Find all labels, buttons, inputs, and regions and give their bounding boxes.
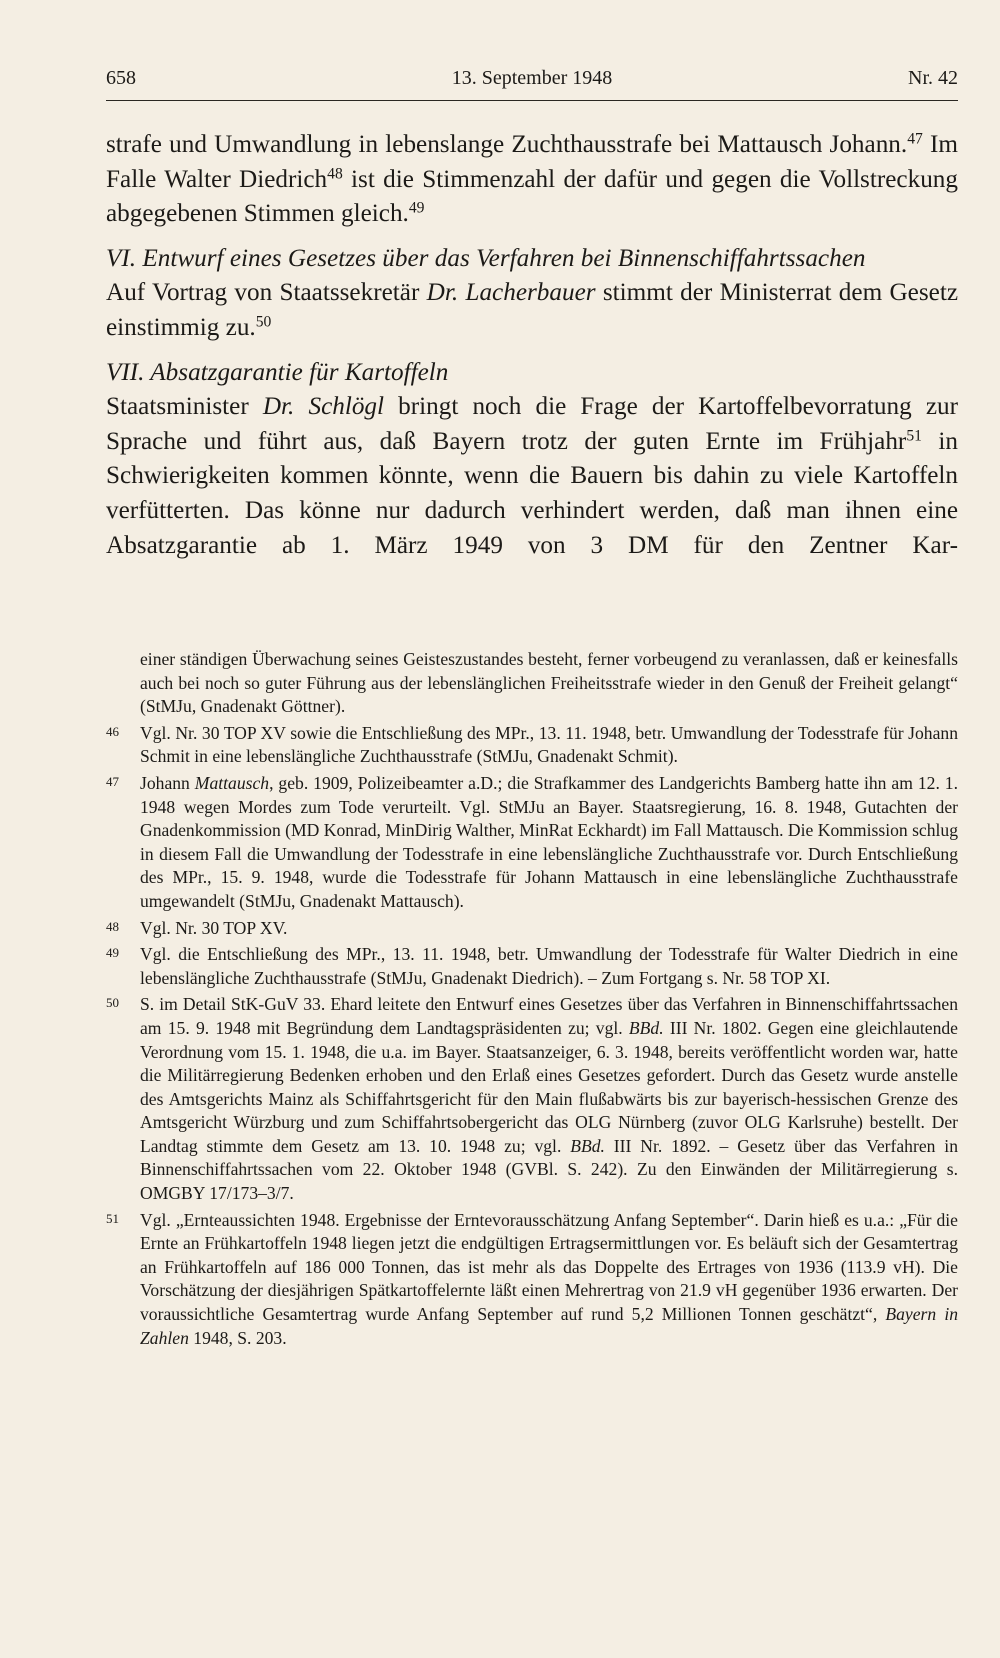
title-dr: Dr. [426,279,459,307]
footnote-text: 1948, S. 203. [188,1327,287,1348]
footnote-ref-49[interactable]: 49 [408,199,425,217]
issue-number: Nr. 42 [908,67,958,89]
person-name: Lacherbauer [465,279,596,307]
footnote-ref-50[interactable]: 50 [255,313,272,331]
section-heading-vii: VII. Absatzgarantie für Kartoffeln [106,358,449,386]
footnote-49 [106,943,958,990]
footnote-number: 46 [106,723,119,739]
paragraph-binnenschiffahrt [106,276,958,345]
footnote-text: Johann [140,772,195,793]
person-name: Schlögl [308,393,385,421]
header-date: 13. September 1948 [451,67,613,89]
text-run: stimmt der Ministerrat dem Gesetz einstimmig zu. [106,279,958,341]
footnote-number: 50 [106,995,119,1011]
text-run: Auf Vortrag von Staatssekretär [106,279,427,307]
footnote-text: Vgl. Nr. 30 TOP XV. [140,917,288,938]
footnote-text: S. im Detail StK-GuV 33. Ehard leitete den Entwurf eines Gesetzes über das Verfahren in Binnenschiffahrtssachen am 15. 9. 1948 mit Begründung dem Landtagspräsidenten zu; vgl. [140,994,958,1038]
footnote-text: Vgl. „Ernteaussichten 1948. Ergebnisse der Erntevorausschätzung Anfang September“. Darin hieß es u.a.: „Für die Ernte an Frühkartoffeln 1948 liegen jetzt die endgültigen Ertragsermittlungen vor. Es beläuft sich der Gesamtertrag an Frühkartoffeln auf 186 000 Tonnen, das ist mehr als das Doppelte des Ertrages von 1936 (113.9 vH). Die Vorschätzung der diesjährigen Spätkartoffelernte läßt einen Mehrertrag von 21.9 vH gegenüber 1936 erwarten. Der voraussichtliche Gesamtertrag wurde Anfang September auf rund 5,2 Millionen Tonnen geschätzt“, [140,1209,958,1325]
paragraph-kartoffeln [106,390,958,563]
footnote-number: 47 [106,773,119,789]
main-text [106,128,958,563]
text-run: strafe und Umwandlung in lebenslange Zuchthausstrafe bei Mattausch Johann. [106,131,908,158]
text-run: in Schwierigkeiten kommen könnte, wenn die Bauern bis dahin zu viele Kartoffeln verfütterten. Das könne nur dadurch verhindert werden, daß man ihnen eine Absatzgarantie ab 1. März 1949 von 3 DM für den Zentner Kar- [106,427,958,559]
footnote-ref-48[interactable]: 48 [327,165,343,183]
footnote-50 [106,993,958,1205]
text-run: ist die Stimmenzahl der dafür und gegen die Vollstreckung abgegebenen Stimmen gleich. [106,165,958,228]
source-abbrev: BBd. [628,1017,664,1038]
footnote-number: 51 [106,1210,119,1226]
text-run: Im Falle Walter Diedrich [106,131,959,193]
footnote-text: III Nr. 1892. – Gesetz über das Verfahren in Binnenschiffahrtssachen vom 22. Oktober 1948 (GVBl. S. 242). Zu den Einwänden der Militärregierung s. OMGBY 17/173–3/7. [140,1135,958,1204]
footnote-ref-51[interactable]: 51 [906,427,922,445]
section-heading-vi: VI. Entwurf eines Gesetzes über das Verfahren bei Binnenschiffahrtssachen [106,244,866,272]
footnote-51 [106,1209,958,1351]
footnote-47 [106,772,958,914]
title-dr: Dr. [262,393,295,421]
footnote-text: Vgl. Nr. 30 TOP XV sowie die Entschließung des MPr., 13. 11. 1948, betr. Umwandlung der Todesstrafe für Johann Schmit in eine lebenslängliche Zuchthausstrafe (StMJu, Gnadenakt Schmit). [140,722,958,767]
text-run: Staatsminister [106,393,263,421]
footnote-48 [106,917,958,941]
running-header [106,64,958,101]
page-number: 658 [106,67,136,89]
footnote-number: 49 [106,945,119,961]
person-name: Mattausch [194,772,270,793]
footnote-text: Vgl. die Entschließung des MPr., 13. 11. 1948, betr. Umwandlung der Todesstrafe für Walter Diedrich in eine lebenslängliche Zuchthausstrafe (StMJu, Gnadenakt Diedrich). – Zum Fortgang s. Nr. 58 TOP XI. [140,944,958,988]
footnote-continuation: einer ständigen Überwachung seines Geisteszustandes besteht, ferner vorbeugend zu veranlassen, daß er keinesfalls auch bei noch so guter Führung aus der lebenslänglichen Freiheitsstrafe wieder in den Genuß der Freiheit gelangt“ (StMJu, Gnadenakt Göttner). [140,649,958,717]
paragraph-mattausch [106,128,958,232]
footnote-text: III Nr. 1802. Gegen eine gleichlautende Verordnung vom 15. 1. 1948, die u.a. im Bayer. Staatsanzeiger, 6. 3. 1948, bereits veröffentlicht worden war, hatte die Militärregierung Bedenken erhoben und den Erlaß eines Gesetzes gefordert. Durch das Gesetz wurde anstelle des Amtsgerichts Mainz als Schiffahrtsgericht für den Main flußabwärts bis zur bayerisch-hessischen Grenze des Amtsgericht Würzburg und zum Schiffahrtsobergericht das OLG Nürnberg (zuvor OLG Karlsruhe) bestellt. Der Landtag stimmte dem Gesetz am 13. 10. 1948 zu; vgl. [140,1017,958,1156]
footnote-text: , geb. 1909, Polizeibeamter a.D.; die Strafkammer des Landgerichts Bamberg hatte ihn am 12. 1. 1948 wegen Mordes zum Tode verurteilt. Vgl. StMJu an Bayer. Staatsregierung, 16. 8. 1948, Gutachten der Gnadenkommission (MD Konrad, MinDirig Walther, MinRat Eckhardt) im Fall Mattausch. Die Kommission schlug in diesem Fall die Umwandlung der Todesstrafe in eine lebenslängliche Zuchthausstrafe vor. Durch Entschließung des MPr., 15. 9. 1948, wurde die Todesstrafe für Johann Mattausch in eine lebenslängliche Zuchthausstrafe umgewandelt (StMJu, Gnadenakt Mattausch). [140,772,959,911]
text-run: bringt noch die Frage der Kartoffelbevorratung zur Sprache und führt aus, daß Bayern trotz der guten Ernte im Frühjahr [106,393,959,455]
footnote-ref-47[interactable]: 47 [907,130,923,148]
source-title: Bayern in Zahlen [140,1304,959,1348]
footnote-46 [106,722,958,769]
footnotes [106,648,958,1353]
footnote-number: 48 [106,918,119,934]
source-abbrev: BBd. [570,1135,605,1156]
